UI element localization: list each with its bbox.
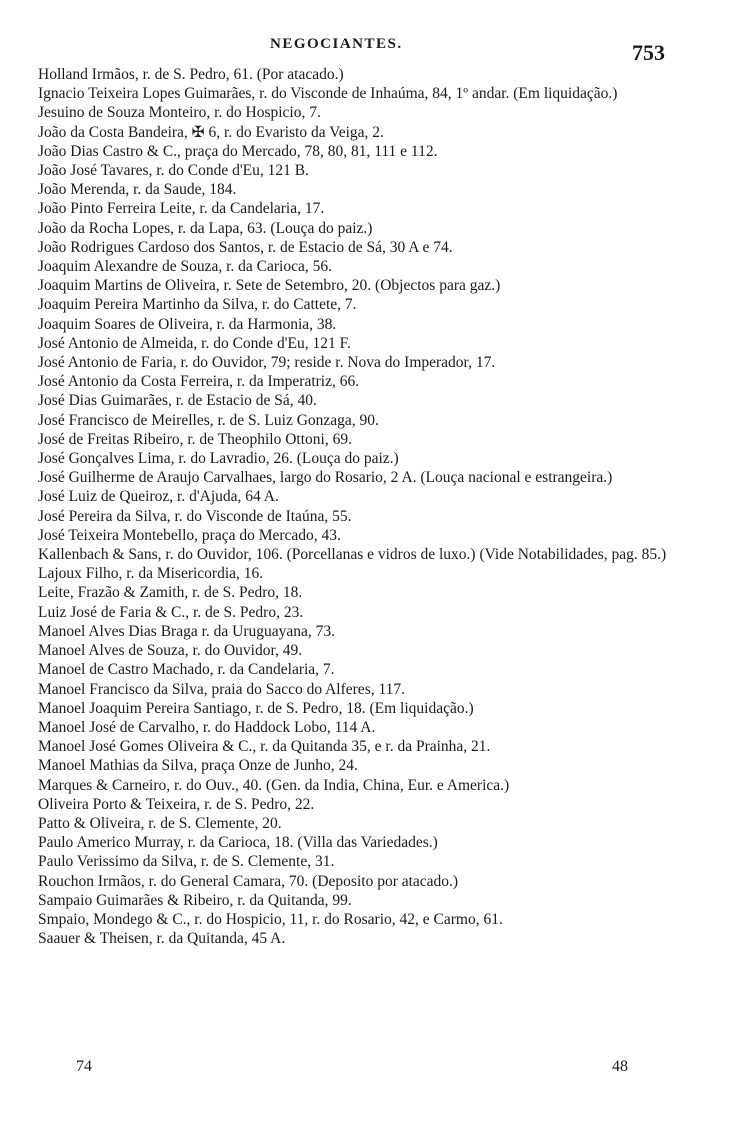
list-item: Oliveira Porto & Teixeira, r. de S. Pedro, 22. — [38, 795, 315, 813]
list-item: Ignacio Teixeira Lopes Guimarães, r. do Visconde de Inhaúma, 84, 1º andar. (Em liquidação.) — [38, 85, 618, 103]
page-header — [0, 30, 736, 65]
list-item: Leite, Frazão & Zamith, r. de S. Pedro, 18. — [38, 584, 303, 602]
list-item: José Francisco de Meirelles, r. de S. Luiz Gonzaga, 90. — [38, 411, 379, 429]
list-item: Manoel José de Carvalho, r. do Haddock Lobo, 114 A. — [38, 718, 376, 736]
list-item: Manoel Francisco da Silva, praia do Sacco do Alferes, 117. — [38, 680, 406, 698]
list-item: João Pinto Ferreira Leite, r. da Candelaria, 17. — [38, 200, 325, 218]
list-item: Saauer & Theisen, r. da Quitanda, 45 A. — [38, 930, 286, 948]
signature-mark-left: 74 — [76, 1058, 92, 1075]
list-item: José Gonçalves Lima, r. do Lavradio, 26. (Louça do paiz.) — [38, 450, 399, 468]
list-item: João Merenda, r. da Saude, 184. — [38, 181, 237, 199]
list-item: Lajoux Filho, r. da Misericordia, 16. — [38, 565, 264, 583]
list-item: José de Freitas Ribeiro, r. de Theophilo Ottoni, 69. — [38, 430, 352, 448]
list-item: Manoel Alves de Souza, r. do Ouvidor, 49. — [38, 642, 303, 660]
list-item: José Teixeira Montebello, praça do Mercado, 43. — [38, 526, 341, 544]
list-item: Joaquim Pereira Martinho da Silva, r. do Cattete, 7. — [38, 296, 357, 314]
list-item: Rouchon Irmãos, r. do General Camara, 70. (Deposito por atacado.) — [38, 872, 459, 890]
list-item: João Rodrigues Cardoso dos Santos, r. de Estacio de Sá, 30 A e 74. — [38, 238, 453, 256]
list-item: José Antonio de Almeida, r. do Conde d'Eu, 121 F. — [38, 334, 351, 352]
list-item: José Dias Guimarães, r. de Estacio de Sá, 40. — [38, 392, 317, 410]
list-item: José Antonio de Faria, r. do Ouvidor, 79; reside r. Nova do Imperador, 17. — [38, 354, 496, 372]
list-item: Manoel Mathias da Silva, praça Onze de Junho, 24. — [38, 757, 358, 775]
list-item: Marques & Carneiro, r. do Ouv., 40. (Gen. da India, China, Eur. e America.) — [38, 776, 510, 794]
list-item: Joaquim Martins de Oliveira, r. Sete de Setembro, 20. (Objectos para gaz.) — [38, 277, 501, 295]
list-item: Smpaio, Mondego & C., r. do Hospicio, 11, r. do Rosario, 42, e Carmo, 61. — [38, 910, 503, 928]
list-item: Paulo Americo Murray, r. da Carioca, 18. (Villa das Variedades.) — [38, 834, 438, 852]
page-number: 753 — [632, 40, 665, 65]
list-item: Paulo Verissimo da Silva, r. de S. Clemente, 31. — [38, 853, 335, 871]
list-item: Luiz José de Faria & C., r. de S. Pedro, 23. — [38, 603, 304, 621]
list-item: José Pereira da Silva, r. do Visconde de Itaúna, 55. — [38, 507, 352, 525]
list-item: Kallenbach & Sans, r. do Ouvidor, 106. (Porcellanas e vidros de luxo.) (Vide Notabilidades, pag. 85.) — [38, 546, 667, 564]
list-item: Sampaio Guimarães & Ribeiro, r. da Quitanda, 99. — [38, 891, 352, 909]
list-item: José Antonio da Costa Ferreira, r. da Imperatriz, 66. — [38, 373, 360, 391]
list-item: Patto & Oliveira, r. de S. Clemente, 20. — [38, 814, 282, 832]
list-item: Joaquim Alexandre de Souza, r. da Carioca, 56. — [38, 258, 332, 276]
list-item: Manoel de Castro Machado, r. da Candelaria, 7. — [38, 661, 335, 679]
list-item: João José Tavares, r. do Conde d'Eu, 121 B. — [38, 162, 309, 180]
running-title: NEGOCIANTES. — [270, 36, 403, 52]
list-item: João Dias Castro & C., praça do Mercado, 78, 80, 81, 111 e 112. — [38, 142, 438, 160]
list-item: Manoel José Gomes Oliveira & C., r. da Quitanda 35, e r. da Prainha, 21. — [38, 738, 491, 756]
list-item: José Luiz de Queiroz, r. d'Ajuda, 64 A. — [38, 488, 279, 506]
list-item: José Guilherme de Araujo Carvalhaes, largo do Rosario, 2 A. (Louça nacional e estrangeira.) — [38, 469, 613, 487]
list-item: Holland Irmãos, r. de S. Pedro, 61. (Por atacado.) — [38, 66, 344, 83]
list-item: Manoel Alves Dias Braga r. da Uruguayana, 73. — [38, 622, 336, 640]
list-item: Manoel Joaquim Pereira Santiago, r. de S. Pedro, 18. (Em liquidação.) — [38, 699, 474, 717]
page-footer — [0, 1058, 736, 1082]
list-item: João da Costa Bandeira, ✠ 6, r. do Evaristo da Veiga, 2. — [38, 123, 384, 141]
signature-mark-right: 48 — [612, 1058, 628, 1075]
merchant-list — [38, 65, 688, 948]
list-item: Joaquim Soares de Oliveira, r. da Harmonia, 38. — [38, 315, 337, 333]
list-item: Jesuino de Souza Monteiro, r. do Hospicio, 7. — [38, 104, 321, 122]
list-item: João da Rocha Lopes, r. da Lapa, 63. (Louça do paiz.) — [38, 219, 373, 237]
